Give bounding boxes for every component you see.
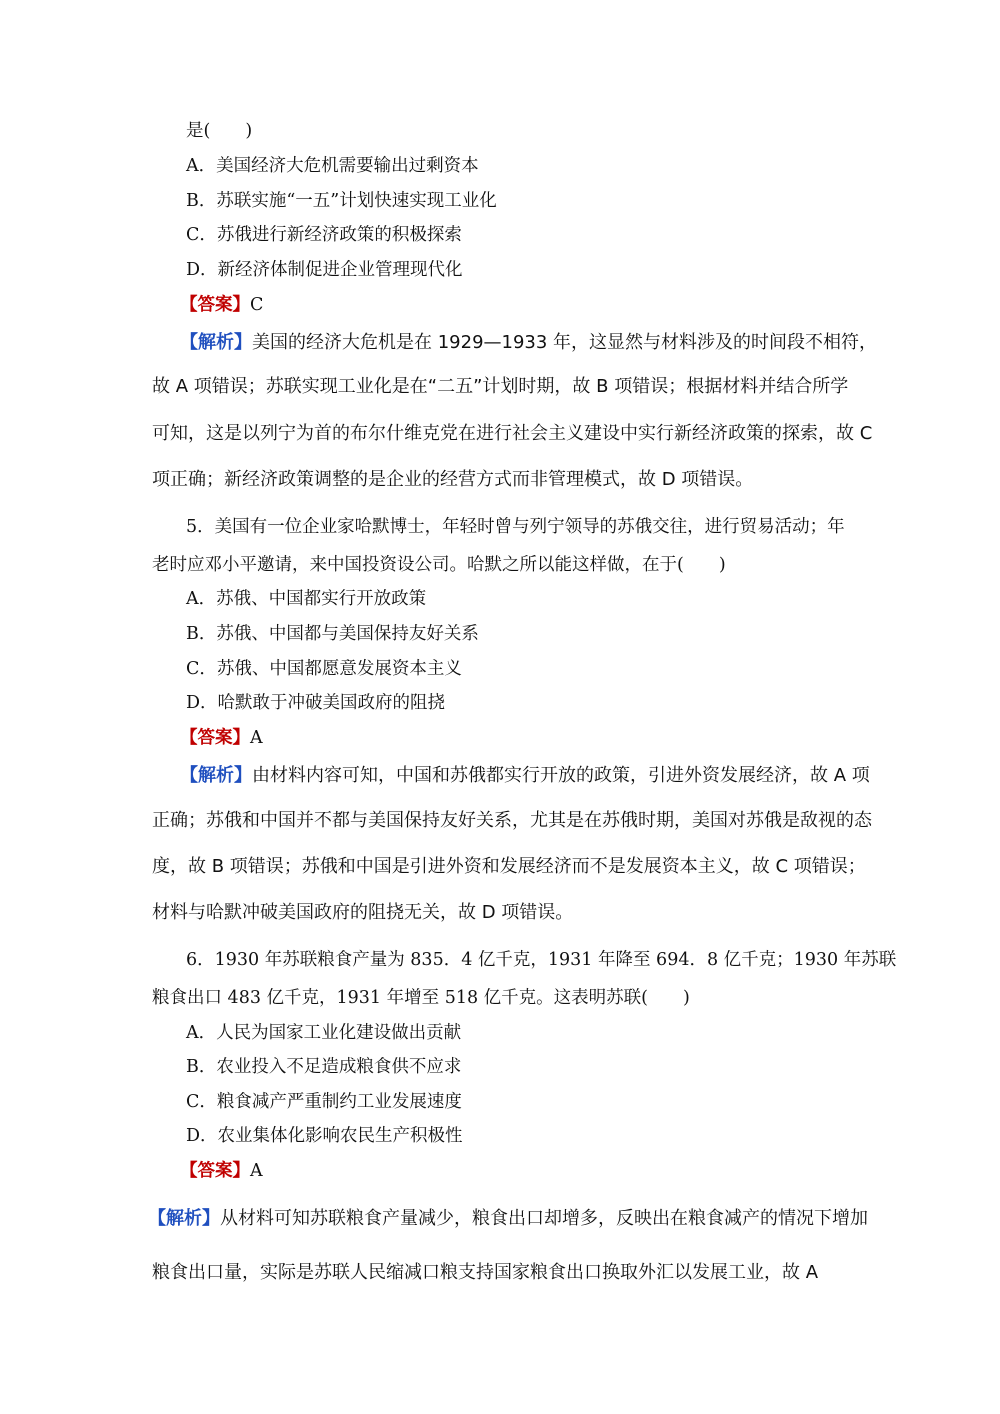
q6-analysis-line-2: 粮食出口量，实际是苏联人民缩减口粮支持国家粮食出口换取外汇以发展工业，故 A: [152, 1262, 819, 1283]
q5-answer: [180, 726, 263, 750]
q6-option-d: D．农业集体化影响农民生产积极性: [186, 1126, 463, 1146]
q5-analysis-line-1: 【解析】由材料内容可知，中国和苏俄都实行开放的政策，引进外资发展经济，故 A 项: [180, 765, 870, 786]
q5-option-d: D．哈默敢于冲破美国政府的阻挠: [186, 693, 446, 713]
q5-stem-line-1: 5．美国有一位企业家哈默博士，年轻时曾与列宁领导的苏俄交往，进行贸易活动；年: [186, 517, 845, 537]
q6-answer: [180, 1159, 263, 1183]
q5-stem-line-2: 老时应邓小平邀请，来中国投资设公司。哈默之所以能这样做，在于( ): [152, 555, 726, 575]
q5-analysis-line-4: 材料与哈默冲破美国政府的阻挠无关，故 D 项错误。: [152, 902, 574, 923]
answer-tag: 【答案】: [180, 1161, 250, 1181]
q4-analysis-line-1: 【解析】美国的经济大危机是在 1929—1933 年，这显然与材料涉及的时间段不相符，: [180, 332, 878, 353]
q6-option-a: A．人民为国家工业化建设做出贡献: [186, 1023, 462, 1043]
q4-analysis-line-3: 可知，这是以列宁为首的布尔什维克党在进行社会主义建设中实行新经济政策的探索，故 C: [152, 423, 873, 444]
answer-value: A: [250, 1161, 263, 1181]
analysis-tag: 【解析】: [180, 332, 252, 353]
q5-analysis-line-3: 度，故 B 项错误；苏俄和中国是引进外资和发展经济而不是发展资本主义，故 C 项错误；: [152, 856, 866, 877]
q4-option-b: B．苏联实施“一五”计划快速实现工业化: [186, 191, 497, 211]
q5-analysis-line-2: 正确；苏俄和中国并不都与美国保持友好关系，尤其是在苏俄时期，美国对苏俄是敌视的态: [152, 810, 872, 831]
q5-option-b: B．苏俄、中国都与美国保持友好关系: [186, 624, 479, 644]
q6-option-c: C．粮食减产严重制约工业发展速度: [186, 1092, 462, 1112]
q4-stem-tail: 是( ): [186, 121, 253, 141]
q6-analysis-line-1: 【解析】从材料可知苏联粮食产量减少，粮食出口却增多，反映出在粮食减产的情况下增加: [148, 1208, 868, 1229]
analysis-tag: 【解析】: [148, 1208, 220, 1229]
q6-stem-line-1: 6．1930 年苏联粮食产量为 835．4 亿千克，1931 年降至 694．8 亿千克；1930 年苏联: [186, 950, 897, 970]
answer-tag: 【答案】: [180, 728, 250, 748]
q5-option-a: A．苏俄、中国都实行开放政策: [186, 589, 427, 609]
analysis-tag: 【解析】: [180, 765, 252, 786]
answer-value: C: [250, 295, 264, 315]
q4-analysis-line-2: 故 A 项错误；苏联实现工业化是在“二五”计划时期，故 B 项错误；根据材料并结合所学: [152, 376, 849, 397]
q4-option-d: D．新经济体制促进企业管理现代化: [186, 260, 463, 280]
q4-option-a: A．美国经济大危机需要输出过剩资本: [186, 156, 479, 176]
answer-tag: 【答案】: [180, 295, 250, 315]
q5-option-c: C．苏俄、中国都愿意发展资本主义: [186, 659, 462, 679]
q4-option-c: C．苏俄进行新经济政策的积极探索: [186, 225, 462, 245]
q4-answer: [180, 293, 263, 317]
q4-analysis-line-4: 项正确；新经济政策调整的是企业的经营方式而非管理模式，故 D 项错误。: [152, 469, 754, 490]
q6-option-b: B．农业投入不足造成粮食供不应求: [186, 1057, 462, 1077]
answer-value: A: [250, 728, 263, 748]
q6-stem-line-2: 粮食出口 483 亿千克，1931 年增至 518 亿千克。这表明苏联( ): [152, 988, 690, 1008]
